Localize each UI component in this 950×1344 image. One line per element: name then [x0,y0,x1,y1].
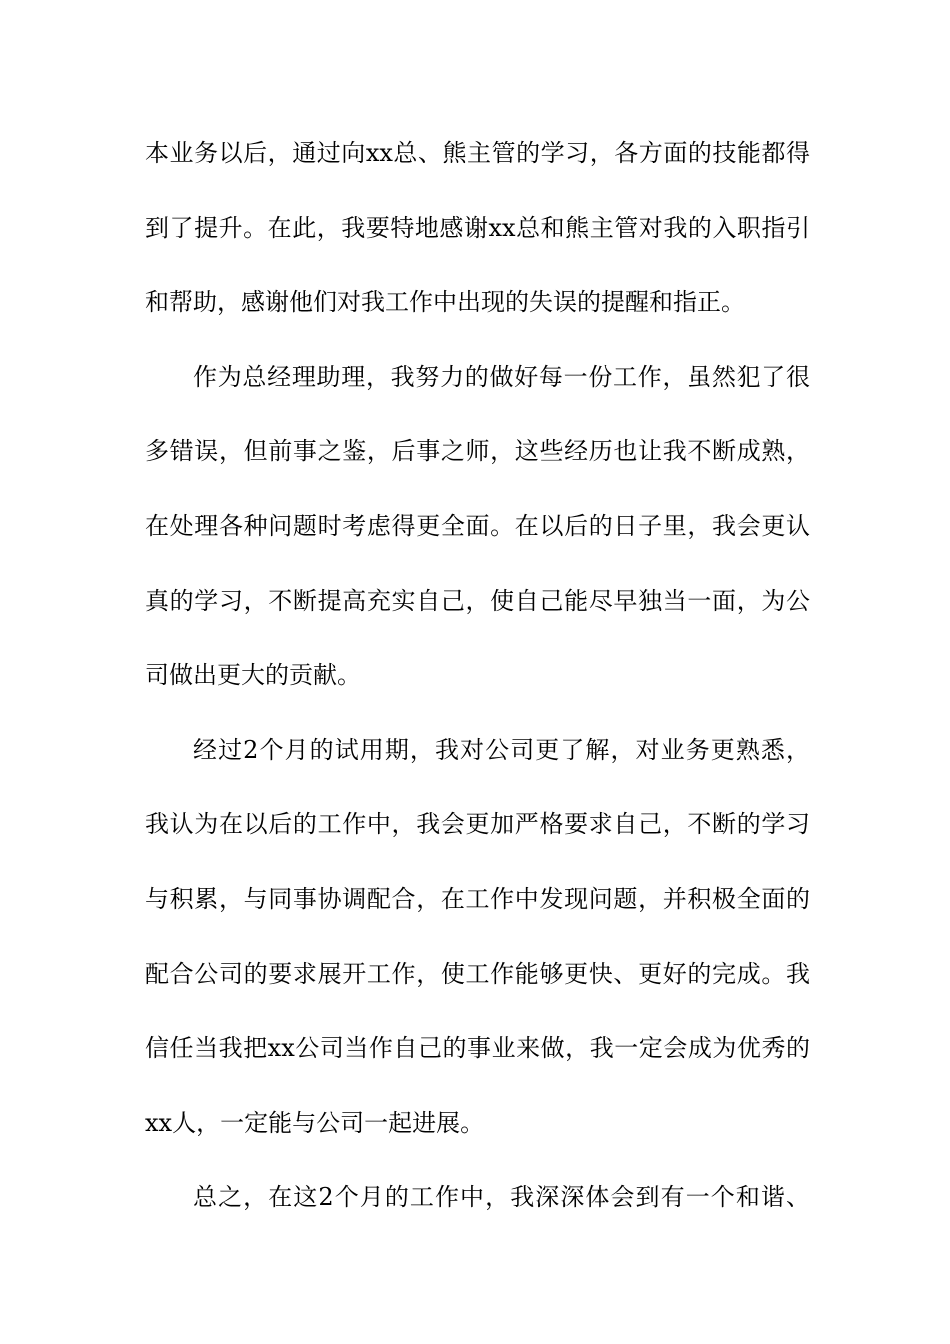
paragraph-3-line-3: 与积累，与同事协调配合，在工作中发现问题，并积极全面的 [145,884,810,913]
paragraph-3-line-1: 经过2个月的试用期，我对公司更了解，对业务更熟悉， [193,735,810,764]
paragraph-1-line-2: 到了提升。在此，我要特地感谢xx总和熊主管对我的入职指引 [145,213,810,242]
paragraph-4-line-1: 总之，在这2个月的工作中，我深深体会到有一个和谐、 [193,1183,810,1212]
paragraph-3-line-5: 信任当我把xx公司当作自己的事业来做，我一定会成为优秀的 [145,1034,810,1063]
document-body [145,134,810,1253]
paragraph-2-line-4: 真的学习，不断提高充实自己，使自己能尽早独当一面，为公 [145,586,810,615]
paragraph-3-line-6: xx人，一定能与公司一起进展。 [145,1108,485,1137]
paragraph-2-line-3: 在处理各种问题时考虑得更全面。在以后的日子里，我会更认 [145,511,810,540]
paragraph-3-line-2: 我认为在以后的工作中，我会更加严格要求自己，不断的学习 [145,810,810,839]
paragraph-2-line-2: 多错误，但前事之鉴，后事之师，这些经历也让我不断成熟， [145,437,810,466]
paragraph-1-line-1: 本业务以后，通过向xx总、熊主管的学习，各方面的技能都得 [145,139,810,167]
paragraph-3-line-4: 配合公司的要求展开工作，使工作能够更快、更好的完成。我 [145,959,810,988]
paragraph-1-line-3: 和帮助，感谢他们对我工作中出现的失误的提醒和指正。 [145,288,745,317]
paragraph-2-line-5: 司做出更大的贡献。 [145,661,361,690]
paragraph-2-line-1: 作为总经理助理，我努力的做好每一份工作，虽然犯了很 [193,362,810,391]
